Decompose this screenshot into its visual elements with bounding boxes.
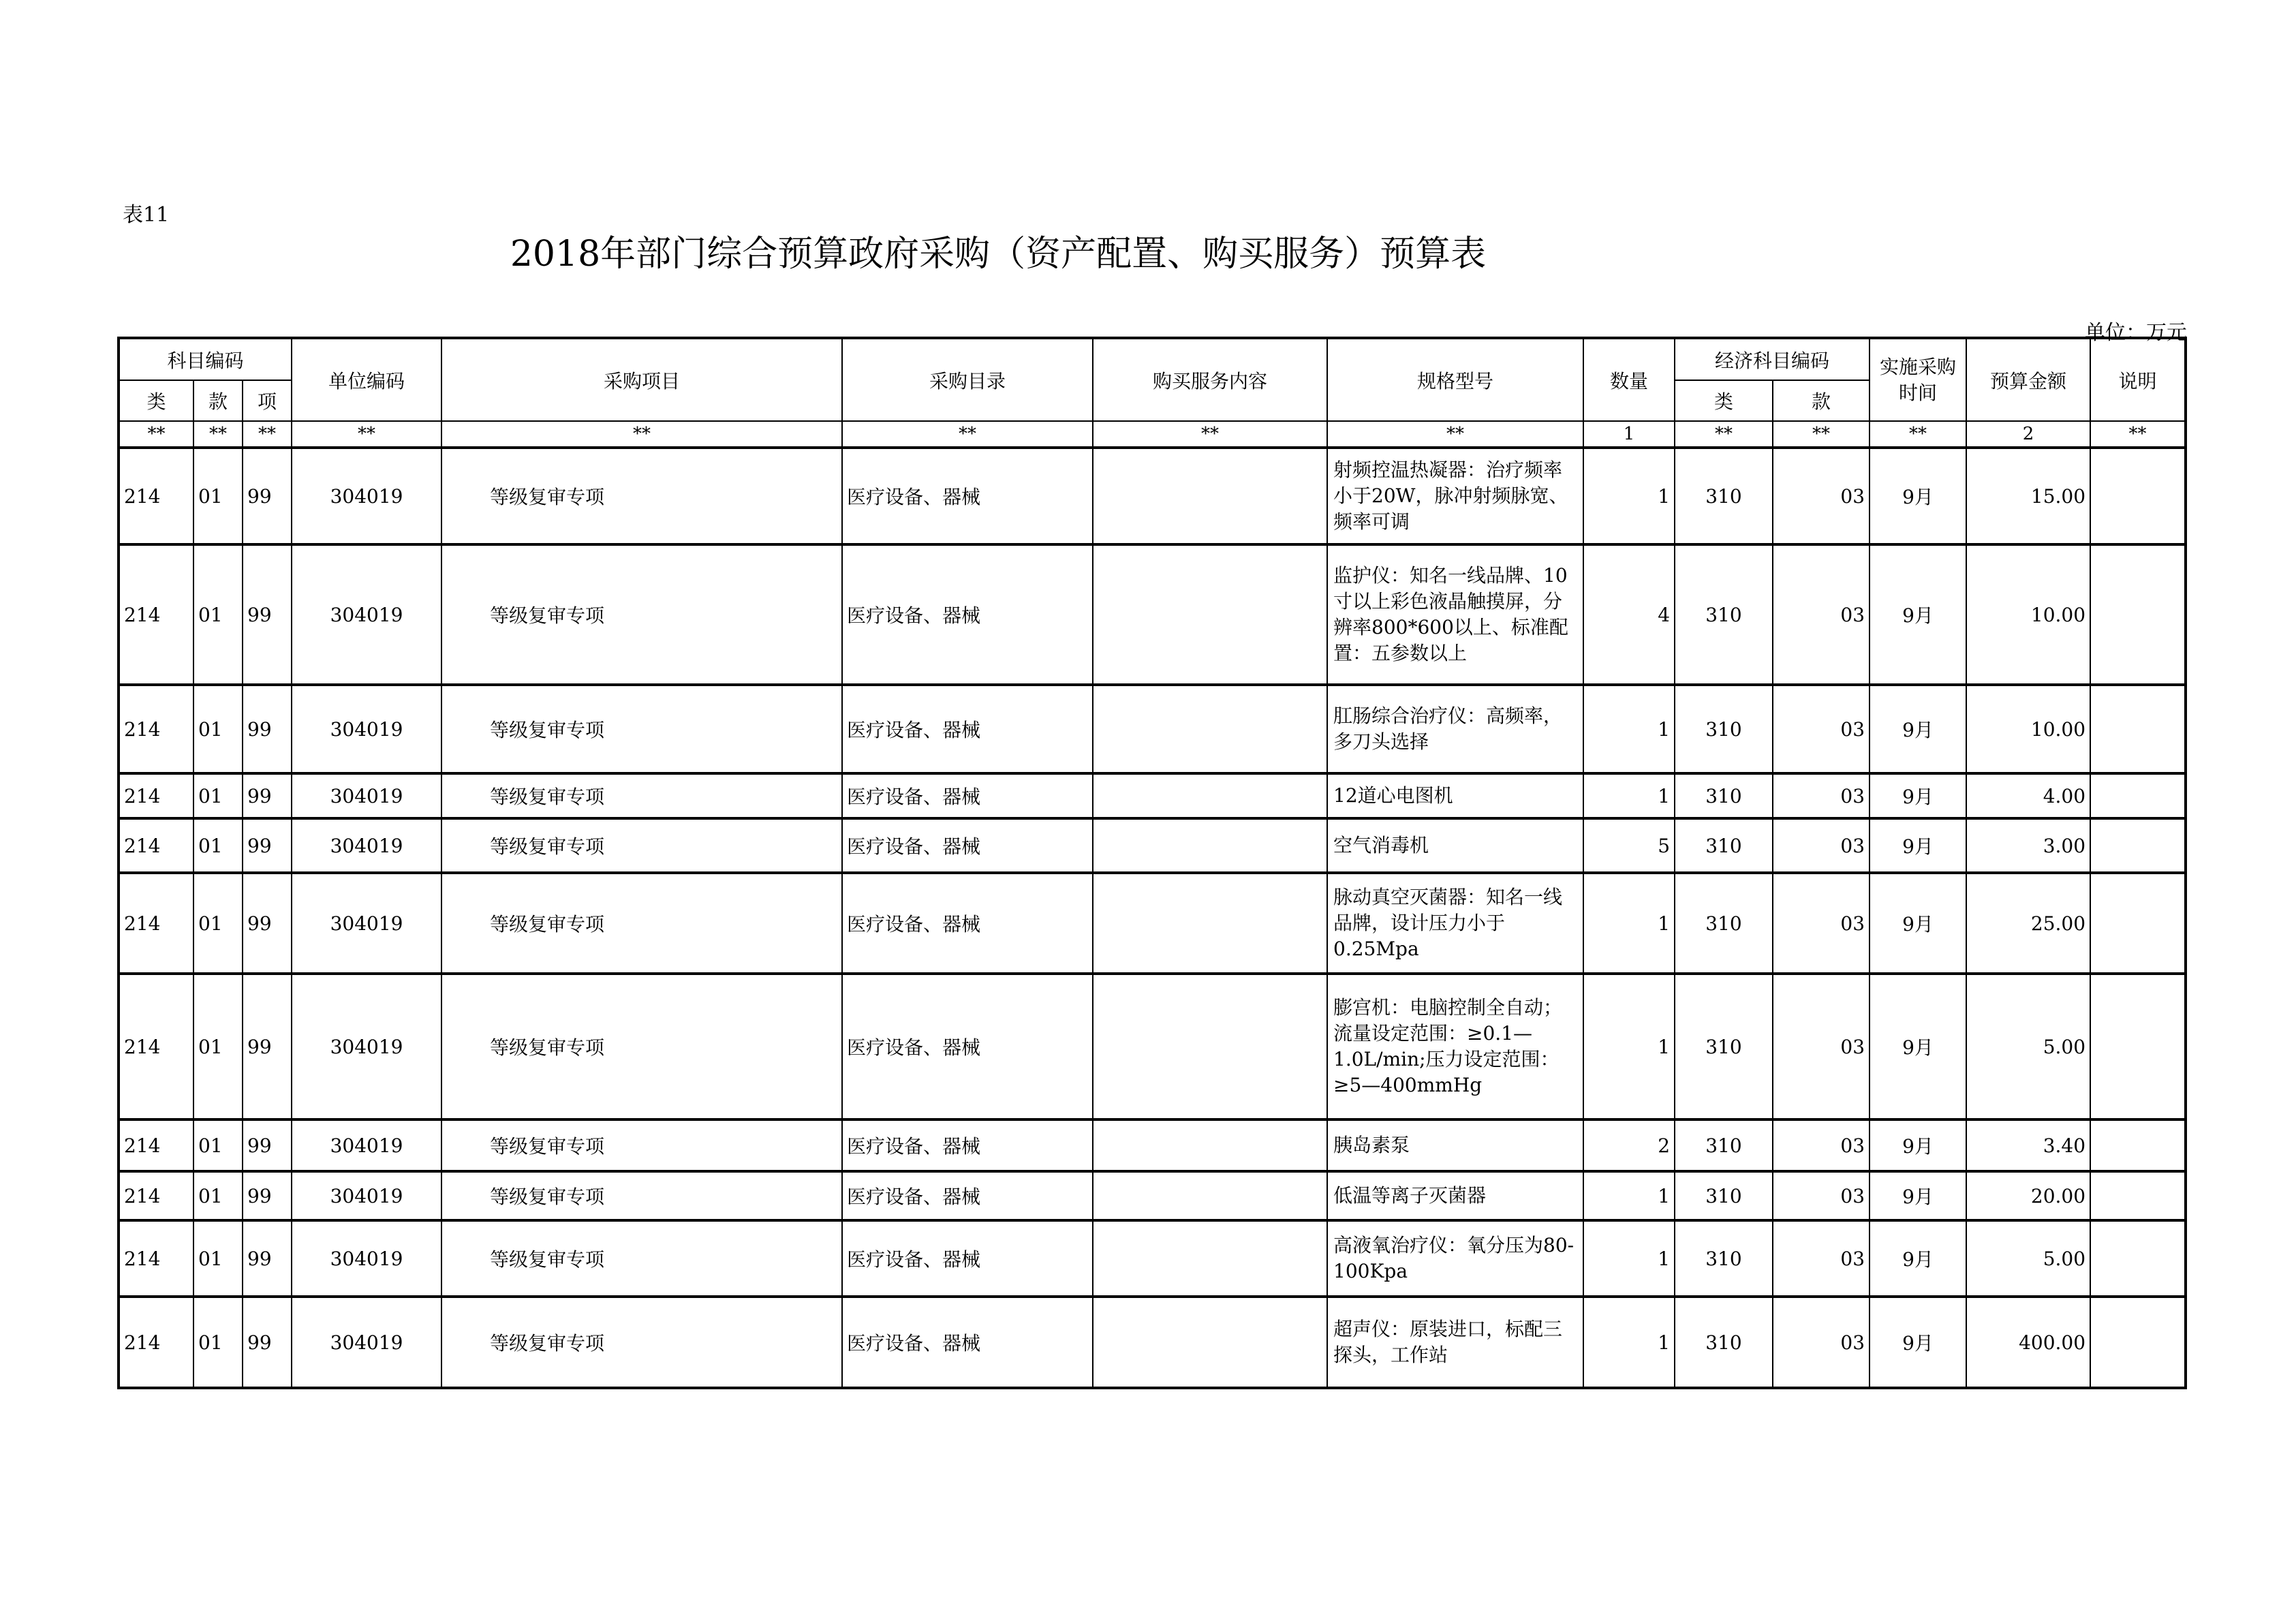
row-time: 9月 [1870, 1220, 1966, 1297]
row-lei: 214 [119, 1297, 193, 1388]
row-project: 等级复审专项 [441, 1220, 842, 1297]
row-service [1093, 1297, 1327, 1388]
row-amount: 15.00 [1966, 448, 2090, 544]
row-lei: 214 [119, 1220, 193, 1297]
row-time: 9月 [1870, 773, 1966, 818]
code-cell: 2 [1966, 421, 2090, 448]
table-row [119, 1119, 2186, 1171]
row-note [2090, 544, 2186, 685]
row-unit-code: 304019 [292, 1297, 441, 1388]
table-row [119, 773, 2186, 818]
row-kuan: 01 [193, 685, 243, 773]
row-xiang: 99 [243, 818, 292, 873]
row-lei: 214 [119, 818, 193, 873]
code-cell: ** [2090, 421, 2186, 448]
row-lei: 214 [119, 544, 193, 685]
row-xiang: 99 [243, 544, 292, 685]
row-kuan: 01 [193, 1297, 243, 1388]
row-xiang: 99 [243, 1119, 292, 1171]
row-service [1093, 544, 1327, 685]
row-lei: 214 [119, 1119, 193, 1171]
row-econ-lei: 310 [1675, 773, 1773, 818]
table-row [119, 818, 2186, 873]
header-qty: 数量 [1583, 338, 1675, 421]
row-unit-code: 304019 [292, 1220, 441, 1297]
row-lei: 214 [119, 1171, 193, 1220]
row-catalog: 医疗设备、器械 [842, 1119, 1093, 1171]
row-project: 等级复审专项 [441, 818, 842, 873]
row-time: 9月 [1870, 873, 1966, 974]
code-cell: ** [243, 421, 292, 448]
row-project: 等级复审专项 [441, 873, 842, 974]
row-econ-kuan: 03 [1773, 1171, 1870, 1220]
row-xiang: 99 [243, 1297, 292, 1388]
table-number: 表11 [123, 203, 170, 227]
row-econ-lei: 310 [1675, 1171, 1773, 1220]
row-econ-kuan: 03 [1773, 544, 1870, 685]
row-qty: 1 [1583, 448, 1675, 544]
row-xiang: 99 [243, 773, 292, 818]
row-xiang: 99 [243, 685, 292, 773]
code-cell: ** [1327, 421, 1583, 448]
table-row [119, 1171, 2186, 1220]
code-cell: ** [441, 421, 842, 448]
header-xiang: 项 [243, 380, 292, 421]
row-service [1093, 1220, 1327, 1297]
row-xiang: 99 [243, 974, 292, 1119]
row-qty: 1 [1583, 974, 1675, 1119]
header-lei: 类 [119, 380, 193, 421]
row-project: 等级复审专项 [441, 544, 842, 685]
budget-table [117, 337, 2187, 1389]
row-amount: 10.00 [1966, 544, 2090, 685]
row-project: 等级复审专项 [441, 1297, 842, 1388]
row-spec: 肛肠综合治疗仪：高频率，多刀头选择 [1327, 685, 1583, 773]
row-qty: 1 [1583, 1171, 1675, 1220]
row-spec: 超声仪：原装进口，标配三探头，工作站 [1327, 1297, 1583, 1388]
row-econ-kuan: 03 [1773, 873, 1870, 974]
row-spec: 监护仪：知名一线品牌、10寸以上彩色液晶触摸屏，分辨率800*600以上、标准配置：五参数以上 [1327, 544, 1583, 685]
row-spec: 胰岛素泵 [1327, 1119, 1583, 1171]
row-kuan: 01 [193, 1220, 243, 1297]
row-xiang: 99 [243, 1220, 292, 1297]
row-econ-lei: 310 [1675, 1297, 1773, 1388]
row-qty: 1 [1583, 1297, 1675, 1388]
row-service [1093, 1171, 1327, 1220]
row-amount: 3.40 [1966, 1119, 2090, 1171]
row-note [2090, 1220, 2186, 1297]
row-unit-code: 304019 [292, 1171, 441, 1220]
code-cell: ** [1870, 421, 1966, 448]
row-project: 等级复审专项 [441, 773, 842, 818]
row-unit-code: 304019 [292, 873, 441, 974]
row-time: 9月 [1870, 448, 1966, 544]
row-time: 9月 [1870, 1119, 1966, 1171]
header-subject-code: 科目编码 [119, 338, 292, 380]
table-row [119, 974, 2186, 1119]
row-econ-kuan: 03 [1773, 448, 1870, 544]
row-catalog: 医疗设备、器械 [842, 773, 1093, 818]
row-unit-code: 304019 [292, 1119, 441, 1171]
row-catalog: 医疗设备、器械 [842, 1171, 1093, 1220]
row-service [1093, 873, 1327, 974]
row-note [2090, 1297, 2186, 1388]
page-title: 2018年部门综合预算政府采购（资产配置、购买服务）预算表 [510, 234, 1487, 275]
row-time: 9月 [1870, 974, 1966, 1119]
code-cell: ** [1675, 421, 1773, 448]
row-service [1093, 818, 1327, 873]
row-unit-code: 304019 [292, 448, 441, 544]
row-spec: 低温等离子灭菌器 [1327, 1171, 1583, 1220]
row-lei: 214 [119, 448, 193, 544]
table-body [119, 448, 2186, 1388]
unit-label: 单位：万元 [2085, 321, 2187, 345]
row-econ-lei: 310 [1675, 974, 1773, 1119]
row-econ-kuan: 03 [1773, 773, 1870, 818]
row-note [2090, 685, 2186, 773]
row-qty: 5 [1583, 818, 1675, 873]
header-econ-kuan: 款 [1773, 380, 1870, 421]
header-project: 采购项目 [441, 338, 842, 421]
row-time: 9月 [1870, 685, 1966, 773]
row-xiang: 99 [243, 873, 292, 974]
row-econ-lei: 310 [1675, 544, 1773, 685]
row-econ-kuan: 03 [1773, 1119, 1870, 1171]
header-amount: 预算金额 [1966, 338, 2090, 421]
row-time: 9月 [1870, 1171, 1966, 1220]
row-spec: 膨宫机：电脑控制全自动；流量设定范围：≥0.1—1.0L/min;压力设定范围：≥5—400mmHg [1327, 974, 1583, 1119]
row-kuan: 01 [193, 873, 243, 974]
row-unit-code: 304019 [292, 818, 441, 873]
row-kuan: 01 [193, 544, 243, 685]
header-note: 说明 [2090, 338, 2186, 421]
row-qty: 1 [1583, 685, 1675, 773]
row-qty: 2 [1583, 1119, 1675, 1171]
row-service [1093, 773, 1327, 818]
row-spec: 脉动真空灭菌器：知名一线品牌，设计压力小于0.25Mpa [1327, 873, 1583, 974]
row-amount: 20.00 [1966, 1171, 2090, 1220]
row-kuan: 01 [193, 1119, 243, 1171]
row-amount: 4.00 [1966, 773, 2090, 818]
row-spec: 高液氧治疗仪：氧分压为80-100Kpa [1327, 1220, 1583, 1297]
table-row [119, 1297, 2186, 1388]
row-qty: 4 [1583, 544, 1675, 685]
code-cell: 1 [1583, 421, 1675, 448]
row-econ-lei: 310 [1675, 1220, 1773, 1297]
row-project: 等级复审专项 [441, 1171, 842, 1220]
row-amount: 25.00 [1966, 873, 2090, 974]
row-catalog: 医疗设备、器械 [842, 448, 1093, 544]
row-note [2090, 1119, 2186, 1171]
table-row [119, 873, 2186, 974]
row-catalog: 医疗设备、器械 [842, 1220, 1093, 1297]
header-time: 实施采购时间 [1870, 338, 1966, 421]
row-lei: 214 [119, 974, 193, 1119]
row-econ-kuan: 03 [1773, 1220, 1870, 1297]
code-cell: ** [193, 421, 243, 448]
table-row [119, 685, 2186, 773]
row-time: 9月 [1870, 544, 1966, 685]
row-catalog: 医疗设备、器械 [842, 974, 1093, 1119]
row-unit-code: 304019 [292, 544, 441, 685]
header-econ-lei: 类 [1675, 380, 1773, 421]
row-project: 等级复审专项 [441, 1119, 842, 1171]
row-catalog: 医疗设备、器械 [842, 685, 1093, 773]
row-note [2090, 873, 2186, 974]
table-row [119, 544, 2186, 685]
row-qty: 1 [1583, 773, 1675, 818]
row-project: 等级复审专项 [441, 974, 842, 1119]
row-econ-lei: 310 [1675, 685, 1773, 773]
header-service: 购买服务内容 [1093, 338, 1327, 421]
row-project: 等级复审专项 [441, 685, 842, 773]
row-lei: 214 [119, 685, 193, 773]
row-econ-kuan: 03 [1773, 974, 1870, 1119]
row-spec: 射频控温热凝器：治疗频率小于20W，脉冲射频脉宽、频率可调 [1327, 448, 1583, 544]
row-qty: 1 [1583, 873, 1675, 974]
row-kuan: 01 [193, 974, 243, 1119]
row-xiang: 99 [243, 1171, 292, 1220]
row-unit-code: 304019 [292, 974, 441, 1119]
row-qty: 1 [1583, 1220, 1675, 1297]
row-catalog: 医疗设备、器械 [842, 818, 1093, 873]
code-cell: ** [1773, 421, 1870, 448]
row-kuan: 01 [193, 1171, 243, 1220]
row-econ-lei: 310 [1675, 818, 1773, 873]
row-unit-code: 304019 [292, 773, 441, 818]
row-service [1093, 974, 1327, 1119]
row-econ-lei: 310 [1675, 1119, 1773, 1171]
row-time: 9月 [1870, 1297, 1966, 1388]
row-econ-lei: 310 [1675, 448, 1773, 544]
row-lei: 214 [119, 773, 193, 818]
row-xiang: 99 [243, 448, 292, 544]
header-kuan: 款 [193, 380, 243, 421]
row-service [1093, 1119, 1327, 1171]
code-cell: ** [292, 421, 441, 448]
row-catalog: 医疗设备、器械 [842, 1297, 1093, 1388]
row-amount: 400.00 [1966, 1297, 2090, 1388]
row-catalog: 医疗设备、器械 [842, 873, 1093, 974]
row-time: 9月 [1870, 818, 1966, 873]
row-amount: 10.00 [1966, 685, 2090, 773]
header-spec: 规格型号 [1327, 338, 1583, 421]
row-econ-kuan: 03 [1773, 685, 1870, 773]
row-amount: 5.00 [1966, 974, 2090, 1119]
row-note [2090, 974, 2186, 1119]
row-econ-kuan: 03 [1773, 818, 1870, 873]
row-service [1093, 448, 1327, 544]
row-econ-kuan: 03 [1773, 1297, 1870, 1388]
header-unit-code: 单位编码 [292, 338, 441, 421]
code-row [119, 421, 2186, 448]
row-amount: 5.00 [1966, 1220, 2090, 1297]
header-catalog: 采购目录 [842, 338, 1093, 421]
table-row [119, 1220, 2186, 1297]
row-note [2090, 1171, 2186, 1220]
row-project: 等级复审专项 [441, 448, 842, 544]
row-catalog: 医疗设备、器械 [842, 544, 1093, 685]
row-note [2090, 773, 2186, 818]
row-unit-code: 304019 [292, 685, 441, 773]
row-amount: 3.00 [1966, 818, 2090, 873]
row-econ-lei: 310 [1675, 873, 1773, 974]
row-kuan: 01 [193, 448, 243, 544]
code-cell: ** [842, 421, 1093, 448]
table-row [119, 448, 2186, 544]
row-spec: 空气消毒机 [1327, 818, 1583, 873]
code-cell: ** [119, 421, 193, 448]
row-kuan: 01 [193, 818, 243, 873]
row-service [1093, 685, 1327, 773]
row-kuan: 01 [193, 773, 243, 818]
row-spec: 12道心电图机 [1327, 773, 1583, 818]
row-note [2090, 448, 2186, 544]
code-cell: ** [1093, 421, 1327, 448]
header-econ-code: 经济科目编码 [1675, 338, 1870, 380]
row-note [2090, 818, 2186, 873]
row-lei: 214 [119, 873, 193, 974]
